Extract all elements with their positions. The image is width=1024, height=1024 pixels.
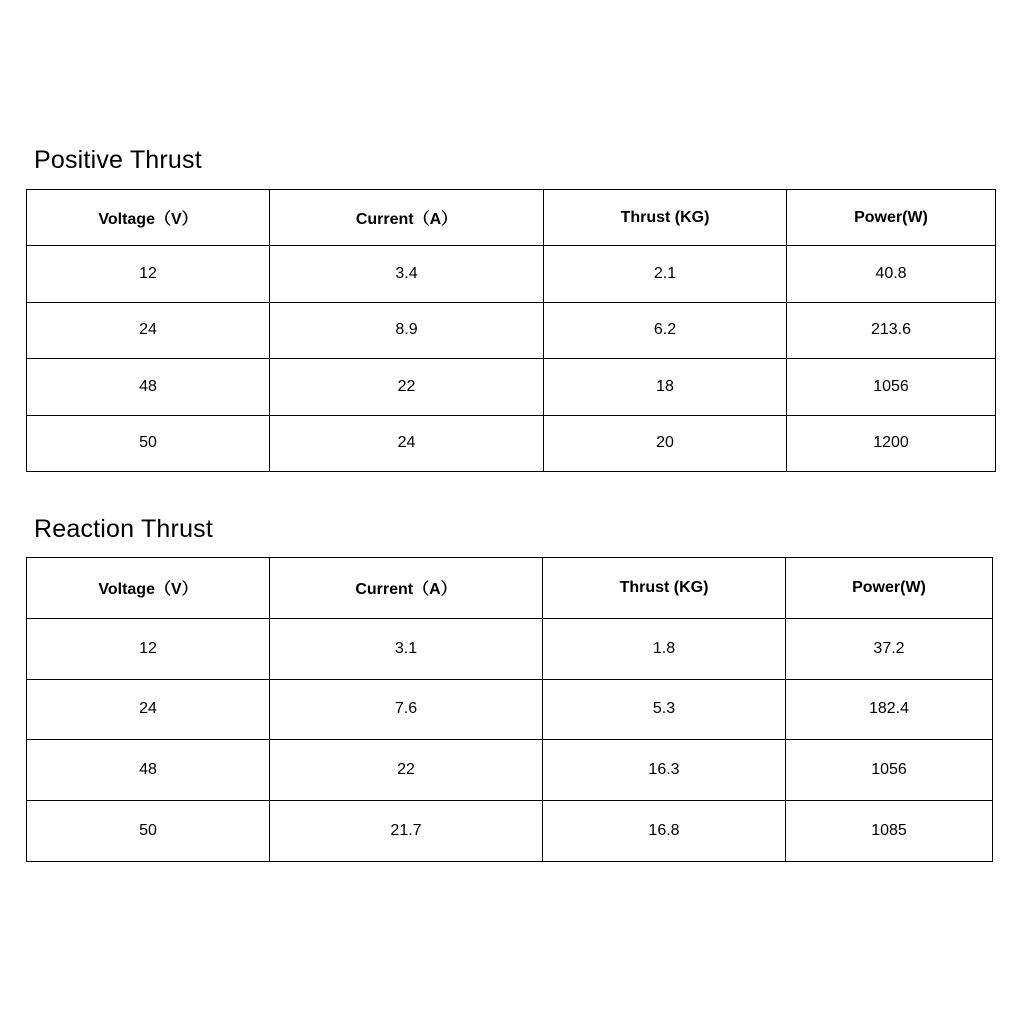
- table-row: [27, 679, 993, 740]
- thrust-cell: 6.2: [544, 302, 787, 358]
- table-header-row: [27, 558, 993, 619]
- power-header: Power(W): [787, 190, 996, 246]
- current-header: Current（A）: [270, 558, 543, 619]
- table-row: [27, 359, 996, 415]
- current-cell: 7.6: [270, 679, 543, 740]
- reaction-thrust-title: Reaction Thrust: [34, 515, 214, 543]
- current-cell: 3.4: [270, 246, 544, 302]
- power-cell: 182.4: [786, 679, 993, 740]
- power-cell: 40.8: [787, 246, 996, 302]
- thrust-cell: 20: [544, 415, 787, 471]
- table-header-row: [27, 190, 996, 246]
- voltage-cell: 24: [27, 679, 270, 740]
- thrust-cell: 2.1: [544, 246, 787, 302]
- power-cell: 37.2: [786, 618, 993, 679]
- voltage-cell: 50: [27, 415, 270, 471]
- table-row: [27, 801, 993, 862]
- voltage-header: Voltage（V）: [27, 558, 270, 619]
- positive-thrust-title: Positive Thrust: [34, 146, 202, 174]
- current-header: Current（A）: [270, 190, 544, 246]
- voltage-header: Voltage（V）: [27, 190, 270, 246]
- thrust-cell: 5.3: [543, 679, 786, 740]
- reaction-thrust-table: [26, 557, 993, 862]
- voltage-cell: 48: [27, 740, 270, 801]
- power-cell: 1085: [786, 801, 993, 862]
- thrust-cell: 16.3: [543, 740, 786, 801]
- current-cell: 22: [270, 740, 543, 801]
- table-row: [27, 618, 993, 679]
- power-cell: 1200: [787, 415, 996, 471]
- current-cell: 3.1: [270, 618, 543, 679]
- thrust-cell: 16.8: [543, 801, 786, 862]
- table-row: [27, 302, 996, 358]
- current-cell: 8.9: [270, 302, 544, 358]
- thrust-cell: 1.8: [543, 618, 786, 679]
- voltage-cell: 50: [27, 801, 270, 862]
- voltage-cell: 12: [27, 618, 270, 679]
- voltage-cell: 12: [27, 246, 270, 302]
- power-cell: 1056: [786, 740, 993, 801]
- table-row: [27, 740, 993, 801]
- voltage-cell: 48: [27, 359, 270, 415]
- power-cell: 1056: [787, 359, 996, 415]
- positive-thrust-table: [26, 189, 996, 472]
- voltage-cell: 24: [27, 302, 270, 358]
- current-cell: 21.7: [270, 801, 543, 862]
- table-row: [27, 415, 996, 471]
- table-row: [27, 246, 996, 302]
- power-cell: 213.6: [787, 302, 996, 358]
- current-cell: 22: [270, 359, 544, 415]
- power-header: Power(W): [786, 558, 993, 619]
- current-cell: 24: [270, 415, 544, 471]
- thrust-cell: 18: [544, 359, 787, 415]
- thrust-header: Thrust (KG): [543, 558, 786, 619]
- thrust-header: Thrust (KG): [544, 190, 787, 246]
